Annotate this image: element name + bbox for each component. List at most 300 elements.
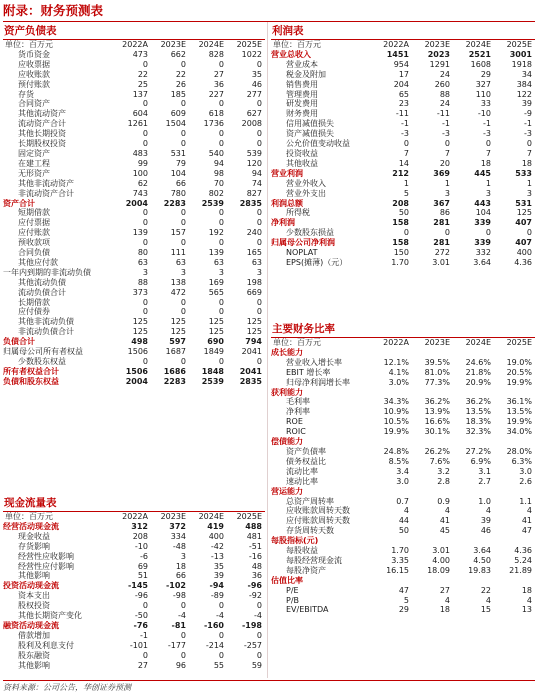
row-label: 净利率 <box>286 407 310 417</box>
table-row <box>271 208 535 218</box>
row-value: 26.2% <box>424 446 450 456</box>
row-value: 18 <box>480 158 491 168</box>
row-value: 7 <box>403 148 409 158</box>
table-row <box>271 467 535 477</box>
row-label: 估值比率 <box>271 575 303 585</box>
row-value: 0 <box>218 208 224 218</box>
row-value: 1506 <box>125 366 148 376</box>
row-label: 其他流动负债 <box>18 277 66 287</box>
row-label: 应付账款 <box>18 228 50 238</box>
table-row <box>3 248 265 258</box>
table-row <box>271 605 535 615</box>
row-value: 198 <box>246 277 262 287</box>
row-value: -160 <box>203 620 224 630</box>
row-label: 融资活动现金流 <box>3 620 59 630</box>
row-value: -4 <box>216 611 224 621</box>
row-value: 0 <box>142 218 148 228</box>
row-value: 327 <box>475 79 491 89</box>
row-value: 0 <box>256 99 262 109</box>
row-value: 472 <box>170 287 186 297</box>
table-row <box>3 611 265 621</box>
row-value: 1.1 <box>519 496 532 506</box>
row-value: 3 <box>526 188 532 198</box>
row-value <box>453 388 494 398</box>
table-row <box>271 189 535 199</box>
row-label: 货币资金 <box>18 49 50 59</box>
row-value: 192 <box>208 228 224 238</box>
row-label: 流动比率 <box>286 466 318 476</box>
row-value: 36.2% <box>424 397 450 407</box>
row-value: 5.24 <box>514 555 532 565</box>
row-value: 531 <box>170 148 186 158</box>
row-label: 公允价值变动收益 <box>286 139 350 149</box>
row-value: -98 <box>172 591 186 601</box>
table-row <box>271 368 535 378</box>
row-value: 45 <box>439 526 450 536</box>
row-value: 104 <box>170 168 186 178</box>
row-label: 流动负债合计 <box>18 287 66 297</box>
year-header: 2023E <box>424 338 450 347</box>
row-value: 1504 <box>165 119 186 129</box>
row-value: 0 <box>256 297 262 307</box>
row-value: 4 <box>485 595 491 605</box>
row-value: 0 <box>142 297 148 307</box>
row-value: 46 <box>251 79 262 89</box>
row-value: 0.9 <box>437 496 450 506</box>
row-value: 16.15 <box>386 565 409 575</box>
row-label: 每股净资产 <box>286 565 326 575</box>
title-rule <box>3 21 535 22</box>
row-value: 29 <box>398 605 409 615</box>
table-row <box>3 149 265 159</box>
table-header-row <box>271 338 535 348</box>
row-value: 150 <box>393 248 409 258</box>
row-value: 21.8% <box>465 367 491 377</box>
row-value <box>494 348 535 358</box>
row-label: P/B <box>286 595 300 605</box>
table-row <box>271 70 535 80</box>
table-row <box>3 661 265 671</box>
row-value: 34.3% <box>383 397 409 407</box>
cash-flow-table <box>3 512 265 671</box>
row-value <box>371 576 412 586</box>
row-value: 125 <box>132 317 148 327</box>
row-label: 管理费用 <box>286 89 318 99</box>
table-row <box>3 591 265 601</box>
row-value: 828 <box>208 49 224 59</box>
row-value: 74 <box>251 178 262 188</box>
row-label: P/E <box>286 585 299 595</box>
row-value: 0 <box>218 218 224 228</box>
row-value <box>494 487 535 497</box>
table-row <box>3 298 265 308</box>
row-value: 372 <box>169 521 186 531</box>
row-value: 794 <box>245 337 262 347</box>
row-value: 2023 <box>427 49 450 59</box>
table-row <box>3 80 265 90</box>
table-row <box>3 159 265 169</box>
row-label: EPS(摊薄)（元） <box>286 257 348 267</box>
table-row <box>3 367 265 377</box>
row-value: 169 <box>208 277 224 287</box>
row-label: 在建工程 <box>18 158 50 168</box>
row-value: 3.64 <box>473 546 491 556</box>
row-value: 0 <box>180 139 186 149</box>
row-value: 39 <box>213 571 224 581</box>
row-value: 19.9% <box>383 427 409 437</box>
table-row <box>271 248 535 258</box>
row-value: 0 <box>180 297 186 307</box>
year-header: 2025E <box>236 40 262 49</box>
row-value: 0 <box>218 129 224 139</box>
row-label: 债务权益比 <box>286 456 326 466</box>
table-row <box>3 377 265 387</box>
year-header: 2023E <box>424 40 450 49</box>
row-value: 802 <box>208 188 224 198</box>
row-value: 10.9% <box>383 407 409 417</box>
row-value: 96 <box>175 660 186 670</box>
row-label: 营业收入增长率 <box>286 357 342 367</box>
table-row <box>271 60 535 70</box>
row-value: 22 <box>175 69 186 79</box>
row-value: 1849 <box>203 347 224 357</box>
table-row <box>271 218 535 228</box>
row-value: 662 <box>170 49 186 59</box>
row-value: 204 <box>393 79 409 89</box>
row-value: 339 <box>474 238 491 248</box>
row-value: 139 <box>132 228 148 238</box>
year-header: 2022A <box>383 338 409 347</box>
row-value: 80 <box>137 248 148 258</box>
row-value: 0 <box>403 228 409 238</box>
table-row <box>3 139 265 149</box>
row-value <box>412 437 453 447</box>
table-row <box>271 586 535 596</box>
row-label: 归属母公司所有者权益 <box>3 347 83 357</box>
row-value: 565 <box>208 287 224 297</box>
row-label: 非流动资产合计 <box>18 188 74 198</box>
row-value: 0 <box>218 630 224 640</box>
row-label: 成长能力 <box>271 347 303 357</box>
row-value: 36.2% <box>465 397 491 407</box>
row-label: 营业利润 <box>271 168 303 178</box>
row-label: 存货周转天数 <box>286 526 334 536</box>
row-value: 1736 <box>203 119 224 129</box>
row-value: 5 <box>403 188 409 198</box>
table-row <box>271 99 535 109</box>
table-row <box>3 189 265 199</box>
row-value: 1 <box>403 178 409 188</box>
row-value: -16 <box>248 551 262 561</box>
row-value <box>412 388 453 398</box>
row-value: 240 <box>246 228 262 238</box>
row-value: 24 <box>439 69 450 79</box>
row-value: 50 <box>398 208 409 218</box>
row-value: -81 <box>171 620 186 630</box>
row-value: 0.7 <box>396 496 409 506</box>
table-row <box>3 50 265 60</box>
row-value: 18 <box>521 158 532 168</box>
table-row <box>271 477 535 487</box>
row-value: 498 <box>131 337 148 347</box>
row-value: 0 <box>218 601 224 611</box>
row-value: -3 <box>442 129 450 139</box>
row-value: 51 <box>137 571 148 581</box>
row-label: EV/EBITDA <box>286 605 329 615</box>
table-header-row <box>3 512 265 522</box>
row-label: 毛利率 <box>286 397 310 407</box>
row-value <box>453 536 494 546</box>
row-value: 3.01 <box>432 257 450 267</box>
table-row <box>271 228 535 238</box>
table-row <box>3 179 265 189</box>
row-value: 1.70 <box>391 546 409 556</box>
row-value: 39.5% <box>424 357 450 367</box>
row-value: -1 <box>524 119 532 129</box>
row-label: 负债和股东权益 <box>3 376 59 386</box>
row-value: 400 <box>208 531 224 541</box>
row-value: 125 <box>246 317 262 327</box>
row-value: 407 <box>515 218 532 228</box>
row-value: 3 <box>218 267 224 277</box>
table-row <box>3 601 265 611</box>
row-value: 2004 <box>125 198 148 208</box>
row-label: 少数股东权益 <box>18 357 66 366</box>
row-label: 信用减值损失 <box>286 119 334 129</box>
row-value: 0 <box>142 357 148 366</box>
row-value: 4.00 <box>432 555 450 565</box>
row-value: 137 <box>132 89 148 99</box>
table-row <box>3 288 265 298</box>
row-label: 其他影响 <box>18 571 50 581</box>
row-label: 速动比率 <box>286 476 318 486</box>
row-value: 1.70 <box>391 257 409 267</box>
row-label: 一年内到期的非流动负债 <box>3 267 91 277</box>
row-value: 4.36 <box>514 257 532 267</box>
row-value: 34 <box>521 69 532 79</box>
row-value: 81.0% <box>424 367 450 377</box>
year-header: 2022A <box>122 40 148 49</box>
table-row <box>3 562 265 572</box>
table-row <box>3 621 265 631</box>
row-value: 62 <box>137 178 148 188</box>
row-value: 24 <box>439 99 450 109</box>
row-value: 4.50 <box>473 555 491 565</box>
row-value: 79 <box>175 158 186 168</box>
row-value: 35 <box>251 69 262 79</box>
row-label: 预付账款 <box>18 79 50 89</box>
row-value: 334 <box>170 531 186 541</box>
balance-sheet-title: 资产负债表 <box>3 23 265 40</box>
table-row <box>271 119 535 129</box>
row-value: 22 <box>480 585 491 595</box>
table-row <box>3 60 265 70</box>
row-value: 157 <box>170 228 186 238</box>
row-value: 27 <box>439 585 450 595</box>
row-value: 2.7 <box>478 476 491 486</box>
ratios-panel <box>271 321 535 615</box>
row-value: 0 <box>180 357 186 366</box>
row-label: 现金收益 <box>18 531 50 541</box>
row-value: -214 <box>205 640 224 650</box>
row-value: 125 <box>246 327 262 337</box>
row-value: 0 <box>526 228 532 238</box>
row-value: 0 <box>142 129 148 139</box>
row-value: 954 <box>393 59 409 69</box>
table-row <box>3 218 265 228</box>
table-row <box>3 542 265 552</box>
row-label: 营运能力 <box>271 486 303 496</box>
row-value: 47 <box>521 526 532 536</box>
table-row <box>3 357 265 367</box>
row-value <box>453 348 494 358</box>
table-row <box>271 388 535 398</box>
row-value: 0 <box>142 601 148 611</box>
row-value: 47 <box>398 585 409 595</box>
row-value: 21.89 <box>509 565 532 575</box>
row-value: 2835 <box>239 198 262 208</box>
row-value: 29 <box>480 69 491 79</box>
unit-label: 单位：百万元 <box>273 338 321 347</box>
row-value: 3.0% <box>388 377 409 387</box>
row-value: 473 <box>132 49 148 59</box>
row-value: 6.9% <box>470 456 491 466</box>
table-row <box>3 347 265 357</box>
unit-label: 单位：百万元 <box>5 512 53 521</box>
row-value: 0 <box>256 208 262 218</box>
table-row <box>271 258 535 268</box>
row-value: 0 <box>180 238 186 248</box>
row-value: 19.9% <box>506 417 532 427</box>
row-value: 0 <box>218 59 224 69</box>
balance-sheet-table <box>3 40 265 387</box>
row-label: 合同资产 <box>18 99 50 109</box>
table-row <box>271 159 535 169</box>
row-value: 208 <box>392 198 409 208</box>
row-value: 63 <box>175 257 186 267</box>
row-label: 获利能力 <box>271 387 303 397</box>
row-value: 39 <box>521 99 532 109</box>
row-label: 非流动负债合计 <box>18 327 74 337</box>
row-value: 4 <box>526 506 532 516</box>
row-value: 443 <box>474 198 491 208</box>
table-header-row <box>271 40 535 50</box>
row-value: -96 <box>134 591 148 601</box>
row-value: 18 <box>439 605 450 615</box>
row-value: 0 <box>180 208 186 218</box>
row-value: 86 <box>439 208 450 218</box>
row-label: 应收账款 <box>18 69 50 79</box>
row-value: 3.4 <box>396 466 409 476</box>
row-value: 0 <box>218 650 224 660</box>
row-value: 3 <box>180 551 186 561</box>
table-row <box>271 596 535 606</box>
row-value: 0 <box>256 129 262 139</box>
row-value: 407 <box>515 238 532 248</box>
row-value: 373 <box>132 287 148 297</box>
row-value: 618 <box>208 109 224 119</box>
row-value: 24.6% <box>465 357 491 367</box>
row-value: 384 <box>516 79 532 89</box>
row-value: 208 <box>132 531 148 541</box>
row-value: 3 <box>180 267 186 277</box>
row-value: 2539 <box>201 376 224 386</box>
row-label: 经营性应收影响 <box>18 551 74 561</box>
row-value: -101 <box>129 640 148 650</box>
row-label: 总资产周转率 <box>286 496 334 506</box>
row-value: 111 <box>170 248 186 258</box>
row-value: 0 <box>256 218 262 228</box>
row-value <box>494 388 535 398</box>
row-value: 0 <box>256 139 262 149</box>
row-value: 125 <box>170 317 186 327</box>
row-value: 604 <box>132 109 148 119</box>
table-row <box>271 129 535 139</box>
row-value: 4 <box>526 595 532 605</box>
row-label: 借款增加 <box>18 630 50 640</box>
row-value: 25 <box>137 79 148 89</box>
table-row <box>3 571 265 581</box>
table-row <box>271 516 535 526</box>
row-value: 18.09 <box>427 565 450 575</box>
row-value: 281 <box>433 238 450 248</box>
row-value: 18.3% <box>465 417 491 427</box>
row-value: 0 <box>142 208 148 218</box>
table-row <box>271 50 535 60</box>
row-label: 营业总收入 <box>271 49 311 59</box>
row-label: 资产负债率 <box>286 446 326 456</box>
row-value: 16.6% <box>424 417 450 427</box>
row-value: 0 <box>485 139 491 149</box>
row-value: 0 <box>256 307 262 317</box>
row-value: 88 <box>137 277 148 287</box>
row-value: -48 <box>172 541 186 551</box>
row-value: 2041 <box>239 366 262 376</box>
row-value: 0 <box>526 139 532 149</box>
row-value: 0 <box>444 228 450 238</box>
table-row <box>3 70 265 80</box>
table-row <box>271 179 535 189</box>
table-row <box>271 506 535 516</box>
table-row <box>3 268 265 278</box>
row-value: 19.9% <box>506 377 532 387</box>
row-value: -3 <box>483 129 491 139</box>
row-value: -1 <box>483 119 491 129</box>
row-value: 1686 <box>163 366 186 376</box>
row-value: 6.3% <box>511 456 532 466</box>
row-value: 165 <box>246 248 262 258</box>
row-label: 其他非流动负债 <box>18 317 74 327</box>
row-value: 27 <box>213 69 224 79</box>
row-value: 0 <box>256 650 262 660</box>
row-label: ROIC <box>286 427 306 437</box>
row-value: 339 <box>474 218 491 228</box>
table-row <box>3 228 265 238</box>
row-value: 125 <box>132 327 148 337</box>
row-label: 每股经营现金流 <box>286 555 342 565</box>
table-row <box>271 526 535 536</box>
row-value: 1291 <box>429 59 450 69</box>
row-label: 存货影响 <box>18 541 50 551</box>
row-value: -89 <box>210 591 224 601</box>
row-value: 34.0% <box>506 427 532 437</box>
row-value: 20.9% <box>465 377 491 387</box>
table-row <box>271 397 535 407</box>
row-value: 125 <box>208 317 224 327</box>
row-value: -102 <box>165 581 186 591</box>
row-value: 0 <box>218 99 224 109</box>
row-value: 0 <box>142 307 148 317</box>
